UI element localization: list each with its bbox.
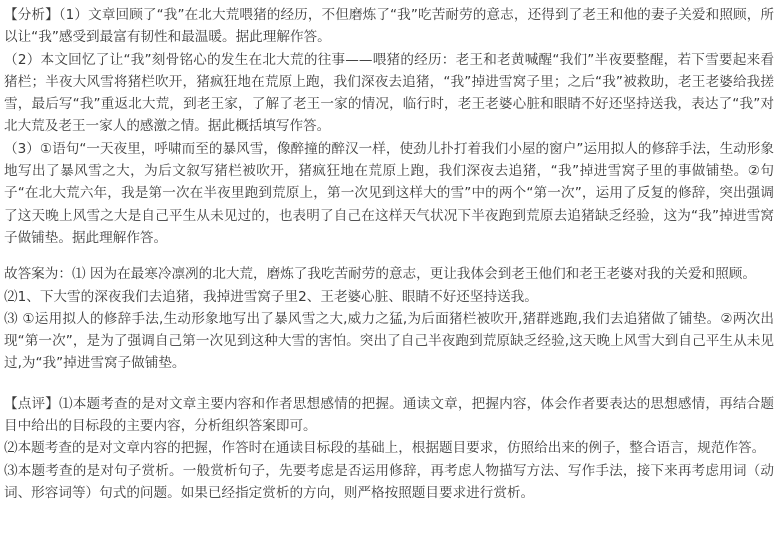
comment-paragraph-2: ⑵本题考查的是对文章内容的把握，作答时在通读目标段的基础上，根据题目要求，仿照给出来的例子，整合语言，规范作答。: [4, 440, 766, 457]
analysis-paragraph-1: 【分析】（1）文章回顾了“我”在北大荒喂猪的经历，不但磨炼了“我”吃苦耐劳的意志，还得到了老王和他的妻子关爱和照顾，所以让“我”感受到最富有韧性和最温暖。据此理解作答。: [4, 7, 774, 46]
section-spacer: [4, 249, 774, 263]
comment-paragraph-3: ⑶本题考查的是对句子赏析。一般赏析句子，先要考虑是否运用修辞，再考虑人物描写方法、写作手法，接下来再考虑用词（动词、形容词等）句式的问题。如果已经指定赏析的方向，则严格按照题目要求进行赏析。: [4, 462, 774, 501]
analysis-paragraph-2: （2）本文回忆了让“我”刻骨铭心的发生在北大荒的往事——喂猪的经历：老王和老黄喊醒“我们”半夜要整醒，若下雪要起来看猪栏；半夜大风雪将猪栏吹开，猪疯狂地在荒原上跑，我们深夜去追猪，“我”掉进雪窝子里；之后“我”被救助，老王老婆给我搓雪，最后写“我”重返北大荒，到老王家，了解了老王一家的情况，临行时，老王老婆心脏和眼睛不好还坚持送我，表达了“我”对北大荒及老王一家人的感激之情。据此概括填写作答。: [4, 51, 774, 135]
section-spacer: [4, 375, 774, 393]
answer-paragraph-3: ⑶ ①运用拟人的修辞手法,生动形象地写出了暴风雪之大,威力之猛,为后面猪栏被吹开,猪群逃跑,我们去追猪做了铺垫。②两次出现“第一次”，是为了强调自己第一次见到这种大雪的害怕。突出了自己半夜跑到荒原缺乏经验,这天晚上风雪大到自己平生从未见过,为“我”掉进雪窝子做铺垫。: [4, 310, 774, 372]
answer-paragraph-2: ⑵1、下大雪的深夜我们去追猪，我掉进雪窝子里2、王老婆心脏、眼睛不好还坚持送我。: [4, 288, 538, 305]
comment-paragraph-1: 【点评】⑴本题考查的是对文章主要内容和作者思想感情的把握。通读文章，把握内容，体会作者要表达的思想感情，再结合题目中给出的目标段的主要内容，分析组织答案即可。: [4, 395, 774, 435]
answer-paragraph-1: 故答案为：⑴ 因为在最寒冷凛冽的北大荒，磨炼了我吃苦耐劳的意志，更让我体会到老王他们和老王老婆对我的关爱和照顾。: [4, 266, 756, 283]
analysis-paragraph-3: （3）①语句“一天夜里，呼啸而至的暴风雪，像醉撞的醉汉一样，使劲儿扑打着我们小屋的窗户”运用拟人的修辞手法，生动形象地写出了暴风雪之大，为后文叙写猪栏被吹开，猪疯狂地在荒原上跑，我们深夜去追猪，“我”掉进雪窝子里的事做铺垫。②句子“在北大荒六年，我是第一次在半夜里跑到荒原上，第一次见到这样大的雪”中的两个“第一次”，运用了反复的修辞，突出强调了这天晚上风雪之大是自己平生从未见过的，也表明了自己在这样天气状况下半夜跑到荒原去追猪缺乏经验，这为“我”掉进雪窝子做铺垫。据此理解作答。: [4, 140, 774, 246]
